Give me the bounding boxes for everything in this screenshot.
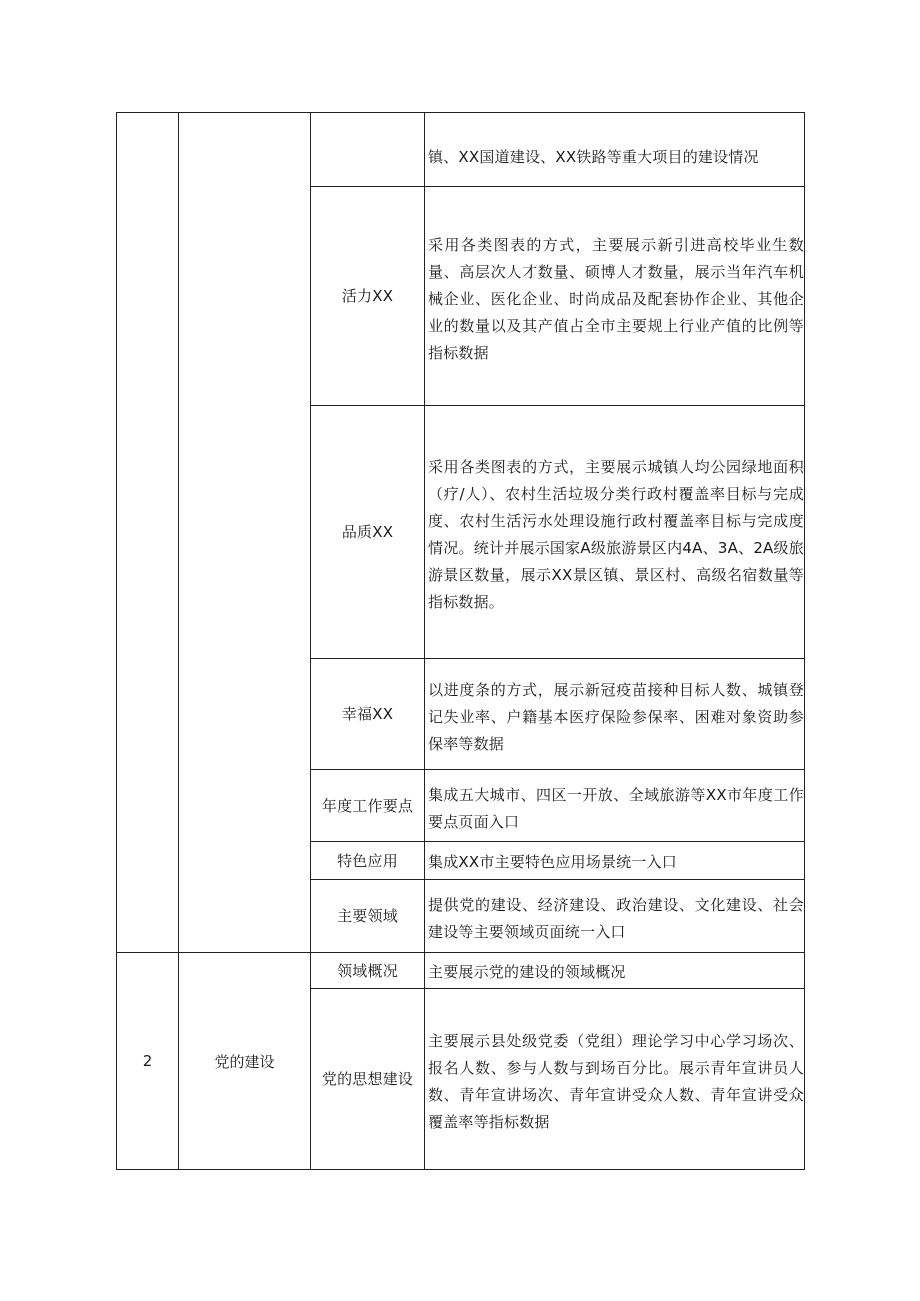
- subcategory-cell: 党的思想建设: [311, 989, 425, 1170]
- category-cell: [179, 113, 311, 953]
- category-cell: 党的建设: [179, 953, 311, 1170]
- description-cell: 主要展示县处级党委（党组）理论学习中心学习场次、报名人数、参与人数与到场百分比。展示青年宣讲员人数、青年宣讲场次、青年宣讲受众人数、青年宣讲受众覆盖率等指标数据: [425, 989, 805, 1170]
- table-row: [117, 113, 805, 187]
- table-row: [117, 953, 805, 989]
- subcategory-cell: 幸福XX: [311, 659, 425, 770]
- description-cell: 提供党的建设、经济建设、政治建设、文化建设、社会建设等主要领域页面统一入口: [425, 880, 805, 953]
- description-cell: 集成XX市主要特色应用场景统一入口: [425, 842, 805, 880]
- subcategory-cell: 年度工作要点: [311, 770, 425, 842]
- description-cell: 采用各类图表的方式，主要展示城镇人均公园绿地面积（疗/人）、农村生活垃圾分类行政村覆盖率目标与完成度、农村生活污水处理设施行政村覆盖率目标与完成度情况。统计并展示国家A级旅游景区内4A、3A、2A级旅游景区数量，展示XX景区镇、景区村、高级名宿数量等指标数据。: [425, 406, 805, 659]
- description-cell: 以进度条的方式，展示新冠疫苗接种目标人数、城镇登记失业率、户籍基本医疗保险参保率、困难对象资助参保率等数据: [425, 659, 805, 770]
- description-cell: 主要展示党的建设的领域概况: [425, 953, 805, 989]
- description-cell: 镇、XX国道建设、XX铁路等重大项目的建设情况: [425, 113, 805, 187]
- subcategory-cell: 特色应用: [311, 842, 425, 880]
- description-cell: 集成五大城市、四区一开放、全域旅游等XX市年度工作要点页面入口: [425, 770, 805, 842]
- spec-table: [116, 112, 805, 1170]
- subcategory-cell: 活力XX: [311, 187, 425, 406]
- subcategory-cell: 主要领域: [311, 880, 425, 953]
- row-number-cell: [117, 113, 179, 953]
- subcategory-cell: 领域概况: [311, 953, 425, 989]
- row-number-cell: 2: [117, 953, 179, 1170]
- subcategory-cell: 品质XX: [311, 406, 425, 659]
- subcategory-cell: [311, 113, 425, 187]
- description-cell: 采用各类图表的方式，主要展示新引进高校毕业生数量、高层次人才数量、硕博人才数量，展示当年汽车机械企业、医化企业、时尚成品及配套协作企业、其他企业的数量以及其产值占全市主要规上行业产值的比例等指标数据: [425, 187, 805, 406]
